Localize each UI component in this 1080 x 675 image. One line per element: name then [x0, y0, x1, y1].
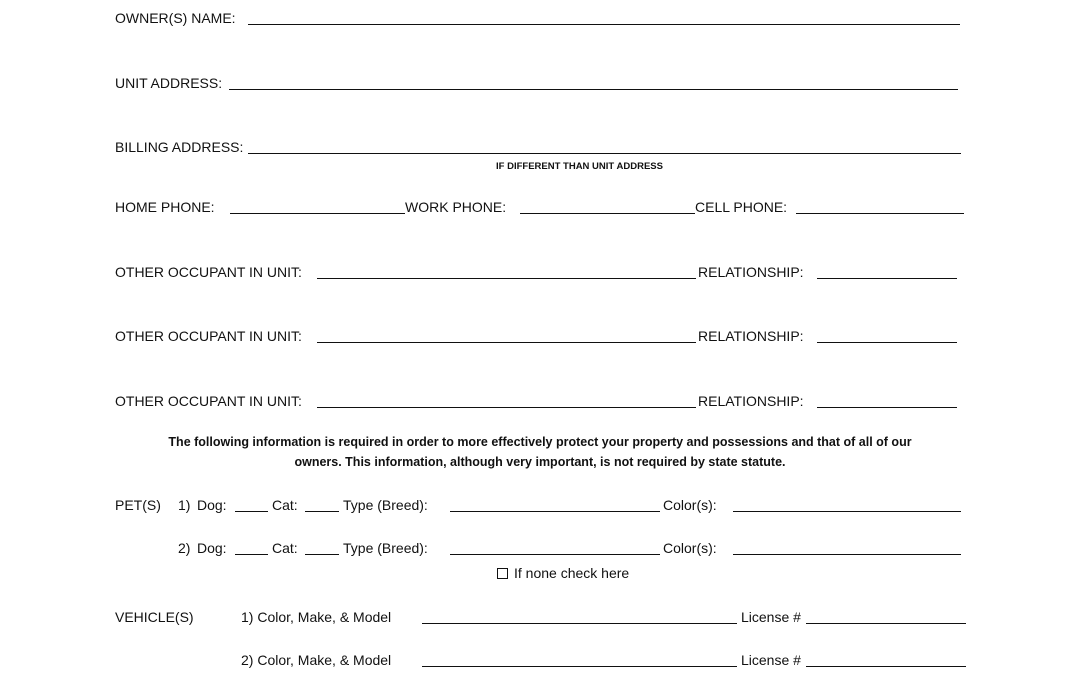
pet-1-color-label: Color(s): — [663, 497, 717, 513]
vehicle-1-license-label: License # — [741, 609, 801, 625]
vehicle-1-license-field[interactable] — [806, 623, 966, 624]
billing-address-field[interactable] — [248, 153, 961, 154]
pet-2-type-label: Type (Breed): — [343, 540, 428, 556]
occupant-3-field[interactable] — [317, 407, 696, 408]
occupant-2-label: OTHER OCCUPANT IN UNIT: — [115, 328, 302, 344]
pet-1-dog-label: Dog: — [197, 497, 227, 513]
vehicle-1-label: 1) Color, Make, & Model — [241, 609, 392, 625]
unit-address-label: UNIT ADDRESS: — [115, 75, 223, 91]
vehicle-2-license-field[interactable] — [806, 666, 966, 667]
pet-1-number: 1) — [178, 497, 191, 513]
relationship-1-label: RELATIONSHIP: — [698, 264, 804, 280]
info-note — [110, 432, 970, 472]
relationship-2-field[interactable] — [817, 342, 957, 343]
no-pets-option[interactable] — [497, 565, 629, 581]
billing-address-note: IF DIFFERENT THAN UNIT ADDRESS — [496, 161, 663, 172]
pets-section-label: PET(S) — [115, 497, 161, 513]
owner-name-label: OWNER(S) NAME: — [115, 10, 236, 26]
pet-1-color-field[interactable] — [733, 511, 961, 512]
pet-1-cat-field[interactable] — [305, 511, 339, 512]
pet-1-type-field[interactable] — [450, 511, 660, 512]
relationship-3-field[interactable] — [817, 407, 957, 408]
work-phone-field[interactable] — [520, 213, 695, 214]
billing-address-label: BILLING ADDRESS: — [115, 139, 244, 155]
pet-2-dog-field[interactable] — [235, 554, 268, 555]
vehicle-1-field[interactable] — [422, 623, 737, 624]
occupant-3-label: OTHER OCCUPANT IN UNIT: — [115, 393, 302, 409]
pet-1-cat-label: Cat: — [272, 497, 298, 513]
vehicles-section-label: VEHICLE(S) — [115, 609, 194, 625]
cell-phone-label: CELL PHONE: — [695, 199, 788, 215]
vehicle-2-field[interactable] — [422, 666, 737, 667]
relationship-1-field[interactable] — [817, 278, 957, 279]
work-phone-label: WORK PHONE: — [405, 199, 507, 215]
vehicle-2-license-label: License # — [741, 652, 801, 668]
pet-2-number: 2) — [178, 540, 191, 556]
vehicle-2-label: 2) Color, Make, & Model — [241, 652, 392, 668]
pet-2-color-label: Color(s): — [663, 540, 717, 556]
home-phone-field[interactable] — [230, 213, 405, 214]
owner-name-field[interactable] — [248, 24, 960, 25]
pet-1-dog-field[interactable] — [235, 511, 268, 512]
home-phone-label: HOME PHONE: — [115, 199, 215, 215]
occupant-2-field[interactable] — [317, 342, 696, 343]
occupant-1-field[interactable] — [317, 278, 696, 279]
relationship-3-label: RELATIONSHIP: — [698, 393, 804, 409]
no-pets-label: If none check here — [514, 565, 630, 581]
pet-2-color-field[interactable] — [733, 554, 961, 555]
info-note-line-1: The following information is required in order to more effectively protect your property and possessions and that of all of our — [168, 435, 912, 449]
pet-2-type-field[interactable] — [450, 554, 660, 555]
relationship-2-label: RELATIONSHIP: — [698, 328, 804, 344]
info-note-line-2: owners. This information, although very important, is not required by state statute. — [294, 455, 786, 469]
pet-2-dog-label: Dog: — [197, 540, 227, 556]
pet-2-cat-label: Cat: — [272, 540, 298, 556]
unit-address-field[interactable] — [229, 89, 958, 90]
cell-phone-field[interactable] — [796, 213, 964, 214]
pet-1-type-label: Type (Breed): — [343, 497, 428, 513]
no-pets-checkbox[interactable] — [497, 568, 508, 579]
occupant-1-label: OTHER OCCUPANT IN UNIT: — [115, 264, 302, 280]
pet-2-cat-field[interactable] — [305, 554, 339, 555]
